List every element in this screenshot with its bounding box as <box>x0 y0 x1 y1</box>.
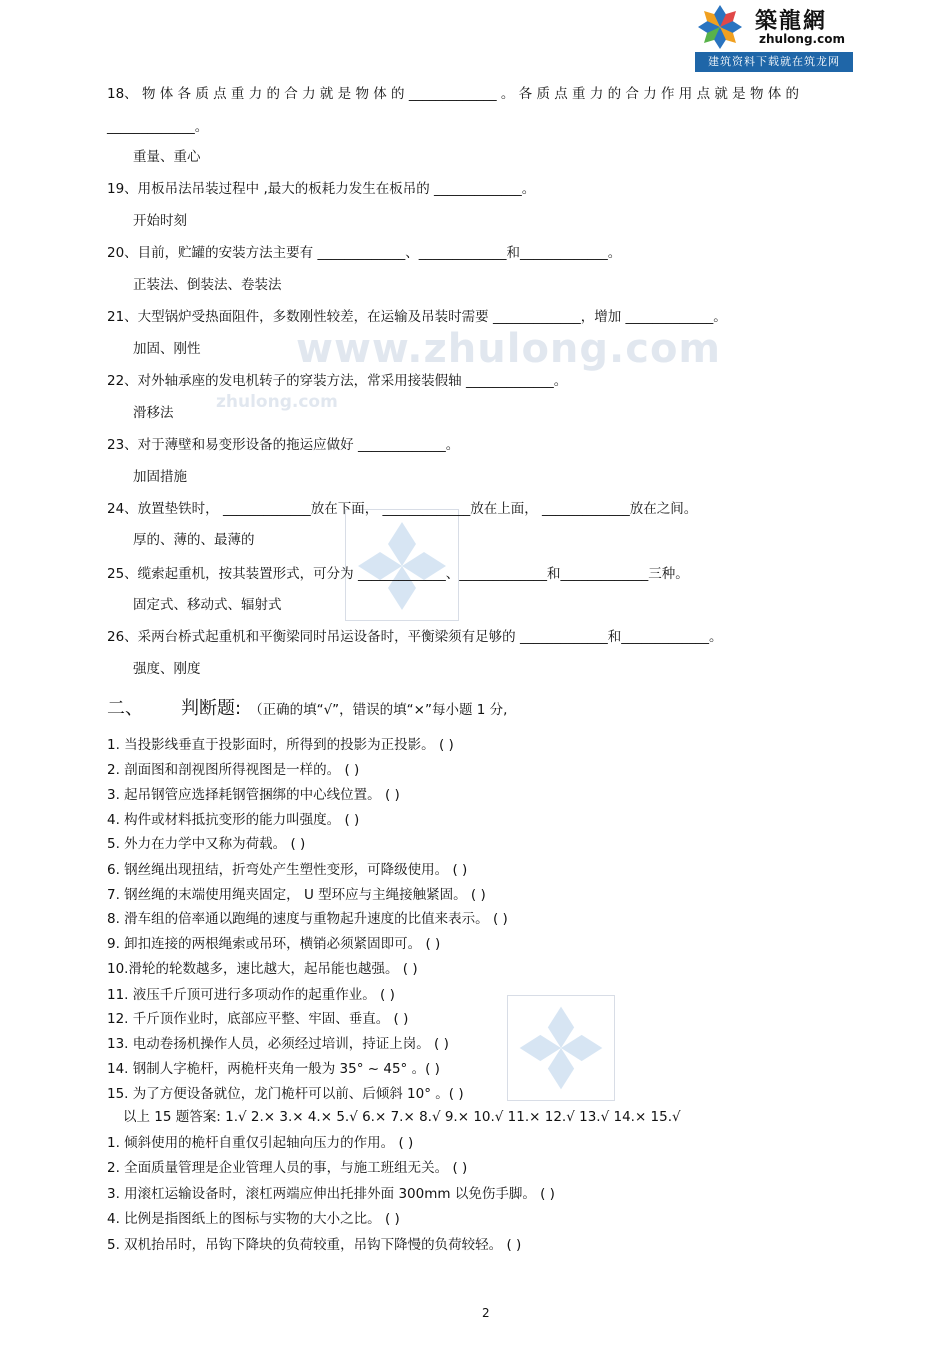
judge-item-2-4: 4. 比例是指图纸上的图标与实物的大小之比。 ( ) <box>107 1211 400 1227</box>
question-26: 26、采两台桥式起重机和平衡梁同时吊运设备时，平衡梁须有足够的 _____________和_____________。 <box>107 629 723 645</box>
page-number: 2 <box>482 1306 490 1320</box>
judge-item-6: 6. 钢丝绳出现扭结，折弯处产生塑性变形，可降级使用。 ( ) <box>107 862 468 878</box>
question-22: 22、对外轴承座的发电机转子的穿装方法，常采用接装假轴 _____________。 <box>107 373 568 389</box>
judge-item-2-1: 1. 倾斜使用的桅杆自重仅引起轴向压力的作用。 ( ) <box>107 1135 414 1151</box>
judge-item-4: 4. 构件或材料抵抗变形的能力叫强度。 ( ) <box>107 812 360 828</box>
judge-item-2-5: 5. 双机抬吊时，吊钩下降块的负荷较重，吊钩下降慢的负荷较轻。 ( ) <box>107 1237 522 1253</box>
answer-25: 固定式、移动式、辐射式 <box>133 597 282 613</box>
question-24: 24、放置垫铁时， _____________放在下面， _____________放在上面， _____________放在之间。 <box>107 501 698 517</box>
watermark-box-2 <box>507 995 615 1101</box>
judge-item-12: 12. 千斤顶作业时，底部应平整、牢固、垂直。 ( ) <box>107 1011 409 1027</box>
zhulong-emblem-icon <box>695 2 745 52</box>
logo-domain: zhulong.com <box>759 32 845 46</box>
answer-20: 正装法、倒装法、卷装法 <box>133 277 282 293</box>
judge-item-11: 11. 液压千斤顶可进行多项动作的起重作业。 ( ) <box>107 987 395 1003</box>
answers-line: 以上 15 题答案: 1.√ 2.× 3.× 4.× 5.√ 6.× 7.× 8.√ 9.× 10.√ 11.× 12.√ 13.√ 14.× 15.√ <box>123 1109 681 1125</box>
judge-item-15: 15. 为了方便设备就位，龙门桅杆可以前、后倾斜 10° 。( ) <box>107 1086 464 1102</box>
judge-item-2-2: 2. 全面质量管理是企业管理人员的事，与施工班组无关。 ( ) <box>107 1160 468 1176</box>
judge-item-9: 9. 卸扣连接的两根绳索或吊环，横销必须紧固即可。 ( ) <box>107 936 441 952</box>
judge-item-14: 14. 钢制人字桅杆，两桅杆夹角一般为 35° ~ 45° 。( ) <box>107 1061 440 1077</box>
question-18-line-2: _____________。 <box>107 119 209 135</box>
question-20: 20、目前，贮罐的安装方法主要有 _____________、_____________和_____________。 <box>107 245 622 261</box>
answer-26: 强度、刚度 <box>133 661 201 677</box>
judge-item-8: 8. 滑车组的倍率通以跑绳的速度与重物起升速度的比值来表示。 ( ) <box>107 911 508 927</box>
judge-item-1: 1. 当投影线垂直于投影面时，所得到的投影为正投影。 ( ) <box>107 737 454 753</box>
watermark-sub: zhulong.com <box>216 392 338 412</box>
answer-21: 加固、刚性 <box>133 341 201 357</box>
answer-24: 厚的、薄的、最薄的 <box>133 532 255 548</box>
logo-chinese-name: 築龍網 <box>755 8 828 34</box>
section-2-heading <box>107 694 507 720</box>
question-25: 25、缆索起重机，按其装置形式，可分为 _____________、_____________和_____________三种。 <box>107 566 689 582</box>
question-19: 19、用板吊法吊装过程中 ,最大的板耗力发生在板吊的 _____________。 <box>107 181 536 197</box>
answer-23: 加固措施 <box>133 469 187 485</box>
judge-item-7: 7. 钢丝绳的末端使用绳夹固定， U 型环应与主绳接触紧固。 ( ) <box>107 887 486 903</box>
question-23: 23、对于薄壁和易变形设备的拖运应做好 _____________。 <box>107 437 460 453</box>
question-18-line-1: 18、 物 体 各 质 点 重 力 的 合 力 就 是 物 体 的 _____________ 。 各 质 点 重 力 的 合 力 作 用 点 就 是 物 体 的 <box>107 86 800 102</box>
watermark-emblem-icon <box>514 1001 608 1095</box>
answer-18: 重量、重心 <box>133 149 201 165</box>
judge-item-5: 5. 外力在力学中又称为荷载。 ( ) <box>107 836 306 852</box>
judge-item-2: 2. 剖面图和剖视图所得视图是一样的。 ( ) <box>107 762 360 778</box>
answer-19: 开始时刻 <box>133 213 187 229</box>
zhulong-logo <box>695 2 853 72</box>
judge-item-3: 3. 起吊钢管应选择耗钢管捆绑的中心线位置。 ( ) <box>107 787 400 803</box>
watermark-main: www.zhulong.com <box>296 326 722 372</box>
judge-item-10: 10.滑轮的轮数越多，速比越大，起吊能也越强。 ( ) <box>107 961 418 977</box>
section-2-title: 判断题: <box>181 698 242 719</box>
answer-22: 滑移法 <box>133 405 174 421</box>
section-2-number: 二、 <box>107 698 143 719</box>
question-21: 21、大型锅炉受热面阻件，多数刚性较差，在运输及吊装时需要 _____________，增加 _____________。 <box>107 309 727 325</box>
logo-tagline: 建筑资料下载就在筑龙网 <box>695 52 853 72</box>
judge-item-2-3: 3. 用滚杠运输设备时，滚杠两端应伸出托排外面 300mm 以免伤手脚。 ( ) <box>107 1186 555 1202</box>
judge-item-13: 13. 电动卷扬机操作人员，必须经过培训，持证上岗。 ( ) <box>107 1036 449 1052</box>
section-2-instruction: （正确的填“√”，错误的填“×”每小题 1 分, <box>249 702 508 718</box>
